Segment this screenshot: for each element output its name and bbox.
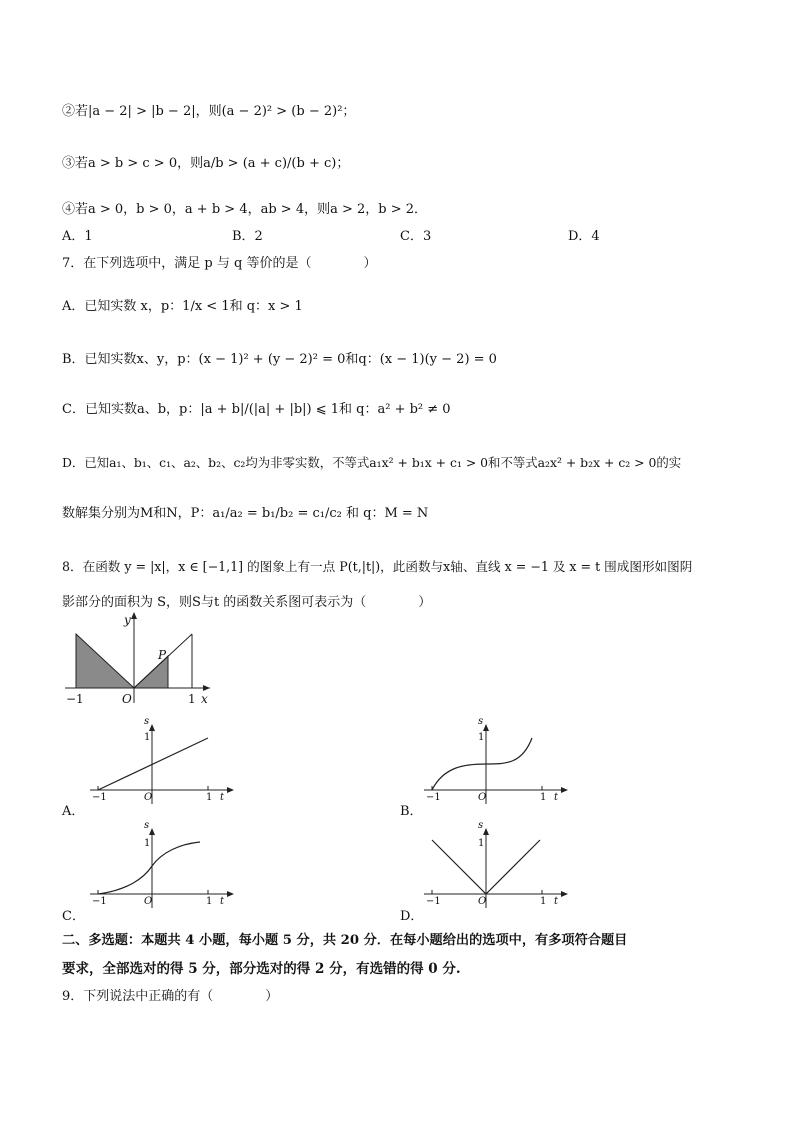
graph-a-neg1: −1 [92, 792, 107, 803]
graph-c-choice: C． [62, 909, 85, 924]
graph-c-curve [98, 842, 200, 894]
graph-c-s: s [144, 820, 150, 831]
q6-option-d: D．4 [568, 229, 600, 244]
q6-option-c: C．3 [400, 229, 432, 244]
statement-3: ③若a > b > c > 0，则a/b > (a + c)/(b + c)； [62, 156, 350, 171]
graph-b-neg1: −1 [426, 792, 441, 803]
graph-d-neg1: −1 [426, 896, 441, 907]
q7-stem: 7．在下列选项中，满足 p 与 q 等价的是（ ） [62, 256, 377, 271]
graph-d-one: 1 [478, 838, 485, 849]
statement-4: ④若a > 0，b > 0，a + b > 4，ab > 4，则a > 2，b > 2． [62, 202, 428, 217]
fig-origin-label: O [122, 692, 132, 706]
q8-stem-line1: 8．在函数 y = |x|，x ∈ [−1,1] 的图象上有一点 P(t,|t|)，此函数与x轴、直线 x = −1 及 x = t 围成图形如图阴 [62, 559, 693, 574]
graph-c-one: 1 [144, 838, 151, 849]
graph-a-s: s [144, 716, 150, 727]
fig-neg1-label: −1 [66, 692, 84, 706]
q7-option-d-line2: 数解集分别为M和N，P：a₁/a₂ = b₁/b₂ = c₁/c₂ 和 q：M = N [62, 506, 429, 521]
graph-a-one: 1 [144, 732, 151, 743]
statement-2: ②若|a − 2| > |b − 2|，则(a − 2)² > (b − 2)²； [62, 104, 356, 119]
graph-d [422, 822, 572, 912]
q9-stem: 9．下列说法中正确的有（ ） [62, 989, 279, 1004]
graph-d-choice: D． [400, 909, 424, 924]
q6-option-b: B．2 [232, 229, 263, 244]
graph-b-choice: B． [400, 804, 423, 819]
graph-c-t: t [220, 896, 225, 907]
graph-b-curve [432, 738, 532, 790]
graph-c-tick1: 1 [206, 896, 213, 907]
graph-a-tick1: 1 [206, 792, 213, 803]
graph-b-tick1: 1 [540, 792, 547, 803]
q7-option-b: B．已知实数x、y，p：(x − 1)² + (y − 2)² = 0和q：(x − 1)(y − 2) = 0 [62, 352, 497, 367]
graph-d-s: s [478, 820, 484, 831]
graph-a [88, 718, 238, 808]
section-2-heading-line2: 要求，全部选对的得 5 分，部分选对的得 2 分，有选错的得 0 分. [62, 961, 461, 977]
graph-a-curve [98, 738, 208, 790]
graph-c-origin: O [144, 896, 153, 907]
graph-b-one: 1 [478, 732, 485, 743]
q7-option-a: A．已知实数 x，p：1/x < 1和 q：x > 1 [62, 299, 303, 314]
q8-main-figure [60, 608, 220, 708]
graph-b-origin: O [478, 792, 487, 803]
graph-a-t: t [220, 792, 225, 803]
graph-b [422, 718, 572, 808]
graph-c-neg1: −1 [92, 896, 107, 907]
graph-a-origin: O [144, 792, 153, 803]
fig-1-label: 1 [188, 692, 196, 706]
graph-d-tick1: 1 [540, 896, 547, 907]
q6-option-a: A．1 [62, 229, 93, 244]
fig-p-label: P [158, 648, 167, 662]
graph-b-t: t [554, 792, 559, 803]
shaded-left-triangle [76, 634, 134, 688]
q7-option-c: C．已知实数a、b，p：|a + b|/(|a| + |b|) ⩽ 1和 q：a² + b² ≠ 0 [62, 402, 451, 417]
graph-d-t: t [554, 896, 559, 907]
section-2-heading-line1: 二、多选题：本题共 4 小题，每小题 5 分，共 20 分．在每小题给出的选项中，有多项符合题目 [62, 933, 628, 948]
graph-d-origin: O [478, 896, 487, 907]
q7-option-d-line1: D．已知a₁、b₁、c₁、a₂、b₂、c₂均为非零实数，不等式a₁x² + b₁x + c₁ > 0和不等式a₂x² + b₂x + c₂ > 0的实 [62, 455, 682, 470]
graph-a-choice: A． [62, 804, 85, 819]
q8-stem-line2: 影部分的面积为 S，则S与t 的函数关系图可表示为（ ） [62, 595, 432, 610]
fig-y-label: y [124, 613, 131, 627]
graph-b-s: s [478, 716, 484, 727]
fig-x-label: x [201, 692, 208, 706]
graph-c [88, 822, 238, 912]
